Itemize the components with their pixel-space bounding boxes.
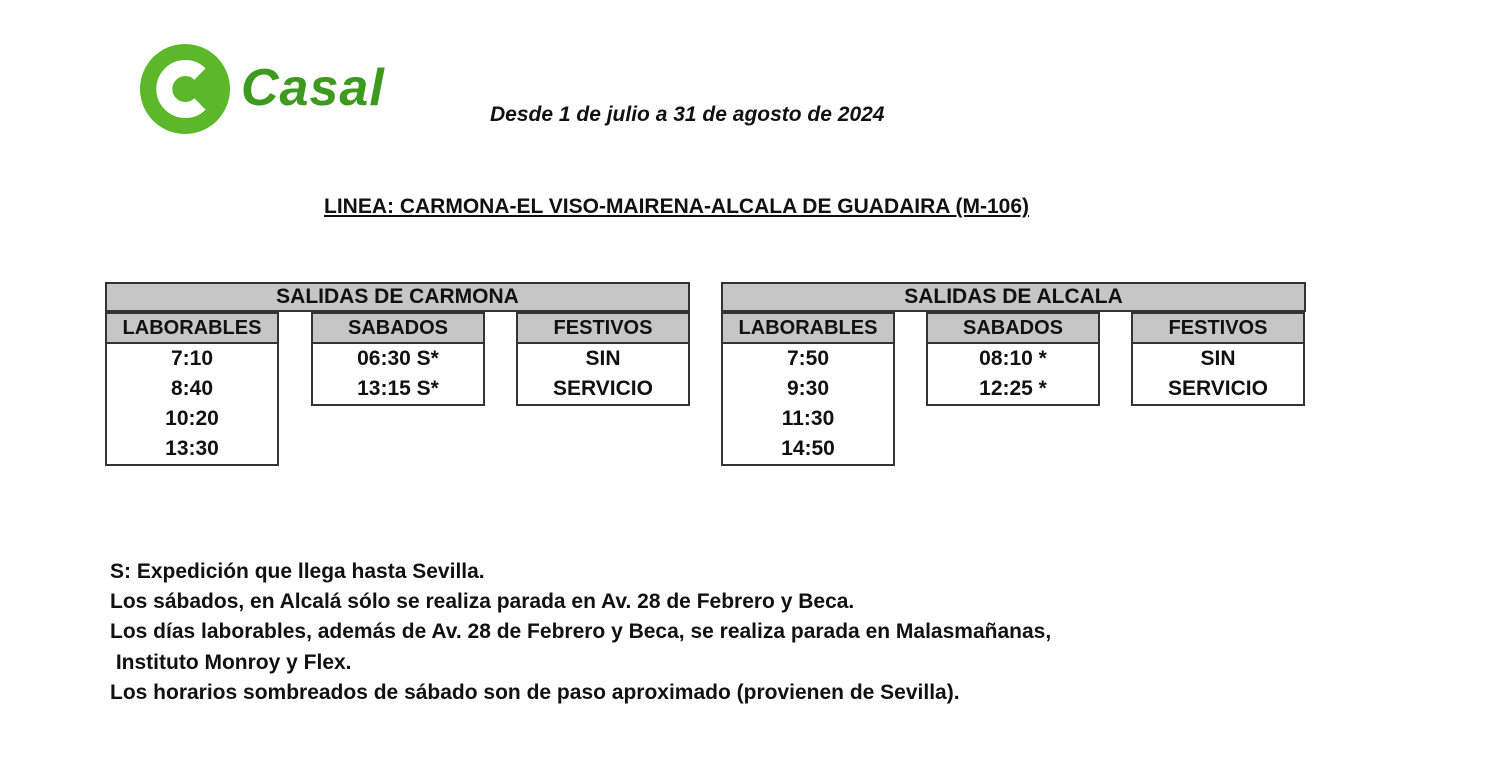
column-header: LABORABLES [107, 314, 277, 344]
time-cell: 7:10 [170, 347, 214, 370]
footnote-line: Instituto Monroy y Flex. [110, 650, 352, 674]
casal-logo [138, 40, 408, 140]
footnote-line: S: Expedición que llega hasta Sevilla. [110, 560, 485, 583]
time-cell: SIN [1200, 347, 1236, 370]
alcala-sabados-column [926, 312, 1100, 406]
carmona-laborables-column [105, 312, 279, 466]
line-title: LINEA: CARMONA-EL VISO-MAIRENA-ALCALA DE GUADAIRA (M-106) [324, 195, 1030, 218]
time-cell: 06:30 S* [357, 347, 439, 370]
time-cell: 12:25 * [979, 377, 1047, 400]
column-header: LABORABLES [723, 314, 893, 344]
column-header: SABADOS [928, 314, 1098, 344]
casal-logo-icon [138, 40, 238, 140]
time-cell: 13:15 S* [357, 377, 439, 400]
time-cell: 10:20 [165, 407, 219, 430]
alcala-festivos-column [1131, 312, 1305, 406]
time-cell: 13:30 [165, 437, 219, 460]
time-cell: SERVICIO [1168, 377, 1268, 400]
column-header: SABADOS [313, 314, 483, 344]
carmona-festivos-column [516, 312, 690, 406]
time-cell: SERVICIO [553, 377, 653, 400]
footnote-line: Los días laborables, además de Av. 28 de Febrero y Beca, se realiza parada en Malasmañanas, [110, 620, 1052, 644]
time-cell: SIN [585, 347, 621, 370]
alcala-laborables-column [721, 312, 895, 466]
carmona-sabados-column [311, 312, 485, 406]
validity-period: Desde 1 de julio a 31 de agosto de 2024 [490, 103, 885, 126]
footnote-line: Los horarios sombreados de sábado son de paso aproximado (provienen de Sevilla). [110, 680, 960, 704]
time-cell: 14:50 [781, 437, 835, 460]
table-title-carmona: SALIDAS DE CARMONA [105, 282, 690, 312]
time-cell: 11:30 [781, 407, 835, 430]
column-header: FESTIVOS [1133, 314, 1303, 344]
column-header: FESTIVOS [518, 314, 688, 344]
time-cell: 7:50 [786, 347, 830, 370]
footnotes [110, 557, 1051, 708]
time-cell: 08:10 * [979, 347, 1047, 370]
casal-logo-wordmark: Casal [241, 59, 385, 117]
time-cell: 8:40 [170, 377, 214, 400]
footnote-line: Los sábados, en Alcalá sólo se realiza parada en Av. 28 de Febrero y Beca. [110, 590, 855, 614]
table-title-alcala: SALIDAS DE ALCALA [721, 282, 1306, 312]
time-cell: 9:30 [786, 377, 830, 400]
